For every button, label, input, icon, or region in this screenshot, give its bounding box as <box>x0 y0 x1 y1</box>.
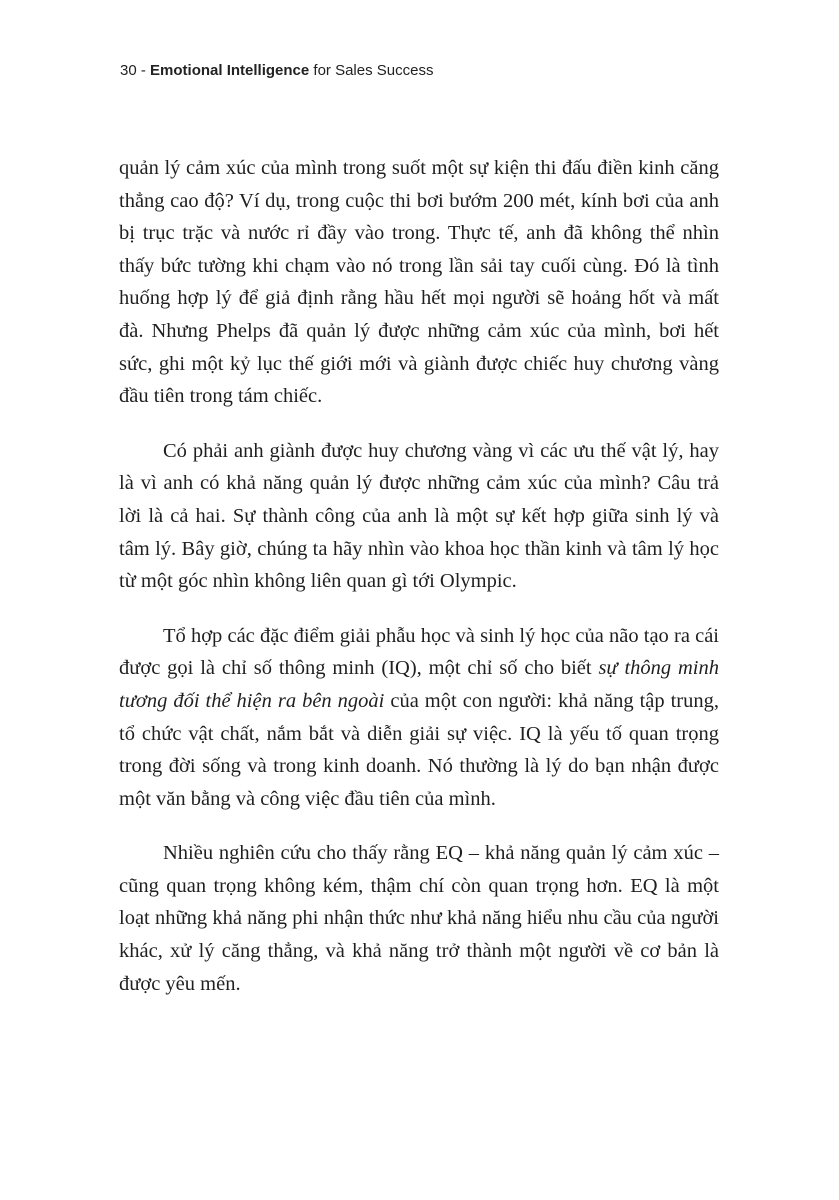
paragraph-gold-medal: Có phải anh giành được huy chương vàng vì các ưu thế vật lý, hay là vì anh có khả năng quản lý được những cảm xúc của mình? Câu trả lời là cả hai. Sự thành công của anh là một sự kết hợp giữa sinh lý và tâm lý. Bây giờ, chúng ta hãy nhìn vào khoa học thần kinh và tâm lý học từ một góc nhìn không liên quan gì tới Olympic. <box>119 439 719 593</box>
paragraph-eq: Nhiều nghiên cứu cho thấy rằng EQ – khả năng quản lý cảm xúc – cũng quan trọng không kém, thậm chí còn quan trọng hơn. EQ là một loạt những khả năng phi nhận thức như khả năng hiểu nhu cầu của người khác, xử lý căng thẳng, và khả năng trở thành một người về cơ bản là được yêu mến. <box>119 842 719 995</box>
running-header <box>120 62 433 79</box>
book-title-rest: for Sales Success <box>313 62 434 79</box>
paragraph-iq-part-1: Tổ hợp các đặc điểm giải phẫu học và sinh lý học của não tạo ra cái được gọi là chỉ số thông minh (IQ), một chỉ số cho biết <box>119 624 719 680</box>
paragraph-iq-part-2: của một con người: khả năng tập trung, tổ chức vật chất, nắm bắt và diễn giải sự việc. IQ là yếu tố quan trọng trong đời sống và trong kinh doanh. Nó thường là lý do bạn nhận được một văn bằng và công việc đầu tiên của mình. <box>119 689 720 810</box>
paragraph-iq <box>119 620 719 816</box>
paragraph-continuation: quản lý cảm xúc của mình trong suốt một sự kiện thi đấu điền kinh căng thẳng cao độ? Ví dụ, trong cuộc thi bơi bướm 200 mét, kính bơi của anh bị trục trặc và nước rỉ đầy vào trong. Thực tế, anh đã không thể nhìn thấy bức tường khi chạm vào nó trong lần sải tay cuối cùng. Đó là tình huống hợp lý để giả định rằng hầu hết mọi người sẽ hoảng hốt và mất đà. Nhưng Phelps đã quản lý được những cảm xúc của mình, bơi hết sức, ghi một kỷ lục thế giới mới và giành được chiếc huy chương vàng đầu tiên trong tám chiếc. <box>119 157 719 408</box>
paragraph-iq-italic: sự thông minh tương đối thể hiện ra bên ngoài <box>119 657 720 712</box>
page-number: 30 - <box>120 62 146 79</box>
body-text <box>119 152 719 1022</box>
book-title-bold: Emotional Intelligence <box>150 62 310 79</box>
